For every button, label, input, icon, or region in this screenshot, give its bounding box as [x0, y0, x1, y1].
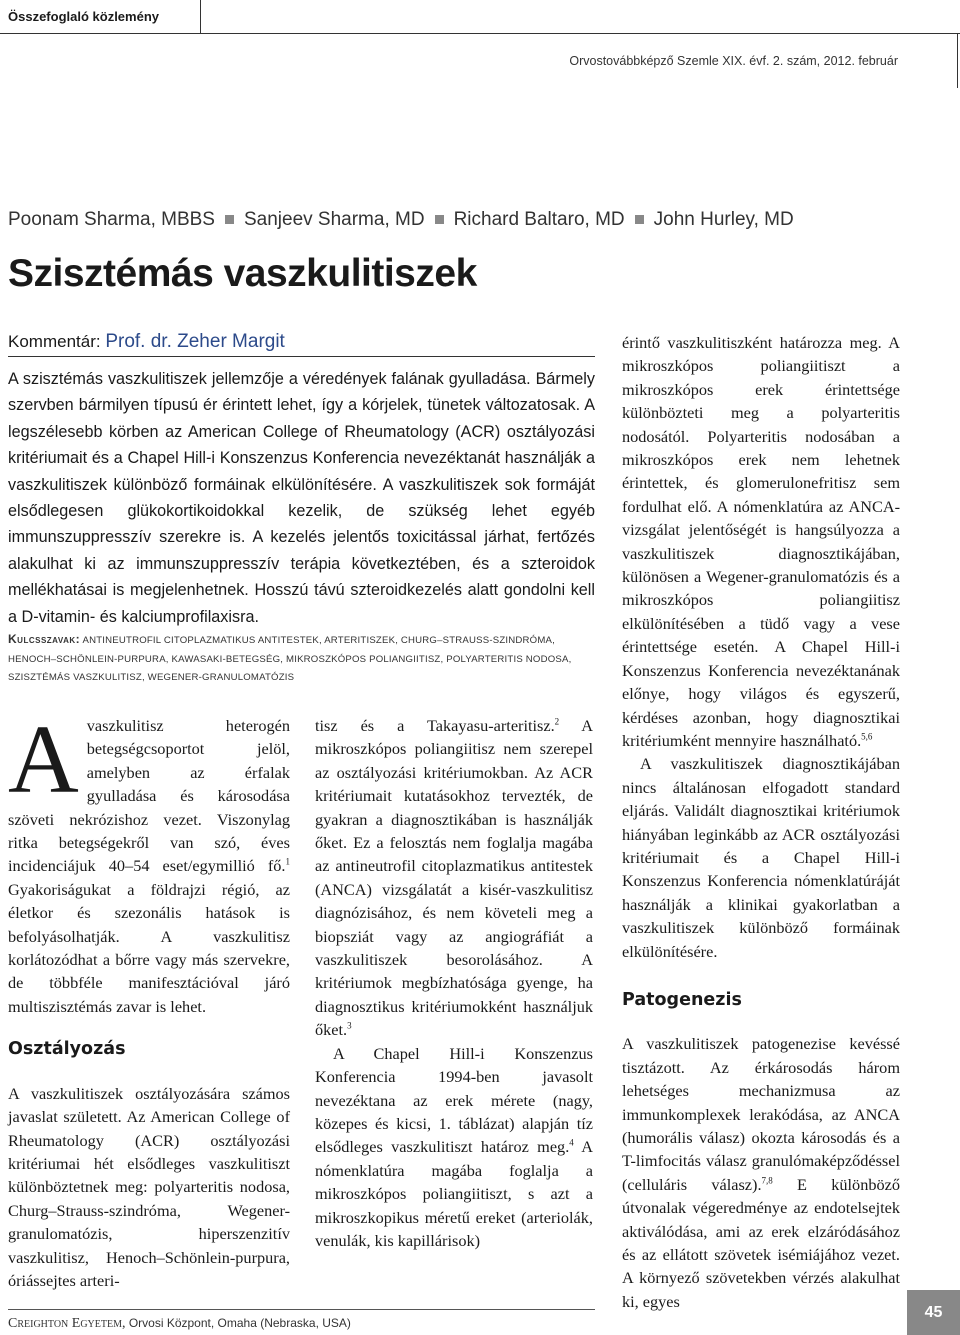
journal-citation: Orvostovábbképző Szemle XIX. évf. 2. szám, 2012. február	[569, 54, 898, 68]
keywords	[8, 630, 595, 688]
intro-text-cont: Gyakoriságukat a földrajzi régió, az életkor és szezonális hatások is befolyásolhatják. A vaszkulitisz korlátozódhat a bőrre vagy más szervekre, de többféle manifesztációval járó multiszisztémás zavar is lehet.	[8, 879, 290, 1016]
paragraph-text: érintő vaszkulitiszként határozza meg. A mikroszkópos poliangiitiszt a mikroszkópos erek érintettsége különbözteti meg a polyarteritis nodosától. Polyarteritis nodosában a mikroszkópos erek nem lehetnek érintettek, és glomerulonefritisz sem fordulhat elő. A nómenklatúra az ANCA-vizsgálat jelentőségét is hangsúlyozza a vaszkulitiszek diagnosztikájában, különösen a Wegener-granulomatózis és a mikroszkópos poliangiitisz elkülönítésében a tüdő vagy a vese érintettsége esetén. A Chapel Hill-i Konszenzus Konferencia nevezéktanának előnye, hogy világos és egyszerű, kérdéses azonban, hogy diagnosztikai kritériumként mennyire használható.	[622, 333, 900, 750]
author: Richard Baltaro, MD	[453, 209, 625, 230]
abstract-rule	[8, 356, 595, 357]
paragraph: A vaszkulitiszek osztályozására számos javaslat született. Az American College of Rheumatology (ACR) osztályozási kritériumai hét elsődleges vaszkulitiszt különböztetnek meg: polyarteritis nodosa, Churg–Strauss-szindróma, Wegener-granulomatózis, hiperszenzitív vaszkulitisz, Henoch–Schönlein-purpura, óriássejtes arteri-	[8, 1083, 290, 1290]
author: Sanjeev Sharma, MD	[243, 209, 425, 230]
reference-mark: 3	[347, 1020, 352, 1031]
paragraph-text: tisz és a Takayasu-arteritisz.	[315, 716, 555, 735]
section-heading-osztalyozas: Osztályozás	[8, 1039, 126, 1060]
column-3	[622, 331, 900, 1313]
column-2	[315, 714, 593, 1252]
paragraph-text: E különböző útvonalak végeredménye az endotelsejtek aktiválódása, ami az erek elzáródásához és az ellátott szövetek isémiájához vezet. A környező szövetekben vérzés alakulhat ki, egyes	[622, 1174, 900, 1311]
reference-mark: 2	[554, 716, 560, 727]
page-number: 45	[907, 1290, 960, 1335]
section-heading-patogenezis: Patogenezis	[622, 989, 742, 1010]
author: Poonam Sharma, MBBS	[8, 209, 215, 230]
paragraph-text: A Chapel Hill-i Konszenzus Konferencia 1994-ben javasolt nevezéktana az erek mérete (nagy, közepes és kicsi, 1. táblázat) alapján tíz elsődleges vaszkulitiszt határoz meg.	[315, 1043, 593, 1157]
column-1	[8, 706, 290, 1292]
commentary-author: Prof. dr. Zeher Margit	[105, 331, 285, 352]
keywords-label: Kulcsszavak:	[8, 632, 81, 646]
reference-mark: 5,6	[861, 731, 873, 742]
abstract: A szisztémás vaszkulitiszek jellemzője a véredények falának gyulladása. Bármely szervben bármilyen típusú ér érintett lehet, így a kórjelek, tünetek változatosak. A legszélesebb körben az American College of Rheumatology (ACR) osztályozási kritériumait és a Chapel Hill-i Konszenzus Konferencia nevezéktanát használják a vaszkulitiszek különböző formáinak elkülönítésére. A vaszkulitiszek sok formáját elsődlegesen glükokortikoidokkal kezelik, de szükség lehet egyéb immunszuppresszív szerekre is. A kezelés jelentős toxicitással járhat, fertőzés alakulhat ki az immunszuppresszív terápia következtében, és a szteroidok mellékhatásai is megjelenhetnek. Hosszú távú szteroidkezelés alatt gondolni kell a D-vitamin- és kalciumprofilaxisra.	[8, 370, 595, 626]
reference-mark: 7,8	[761, 1175, 773, 1186]
affiliation-institution: Creighton Egyetem,	[8, 1316, 126, 1331]
keywords-text: ANTINEUTROFIL CITOPLAZMATIKUS ANTITESTEK, ARTERITISZEK, CHURG–STRAUSS-SZINDRÓMA, HENOCH–SCHÖNLEIN-PURPURA, KAWASAKI-BETEGSÉG, MIKROSZKÓPOS POLIANGIITISZ, POLYARTERITIS NODOSA, SZISZTÉMÁS VASZKULITISZ, WEGENER-GRANULOMATÓZIS	[8, 635, 572, 683]
header-rule	[201, 33, 960, 34]
author: John Hurley, MD	[653, 209, 794, 230]
separator-square-icon	[635, 215, 644, 224]
drop-cap: A	[8, 706, 79, 814]
paragraph: A vaszkulitiszek diagnosztikájában nincs általánosan elfogadott standard eljárás. Validált diagnosztikai kritériumok hiányában leginkább az ACR osztályozási kritériumait és a Chapel Hill-i Konszenzus Konferencia nómenklatúráját használják a klinikai gyakorlatban a vaszkulitiszek különböző formáinak elkülönítésére.	[622, 754, 900, 961]
reference-mark: 4	[569, 1137, 574, 1148]
affiliation-location: Orvosi Központ, Omaha (Nebraska, USA)	[125, 1316, 351, 1330]
paragraph-text: A vaszkulitiszek patogenezise kevéssé tisztázott. Az érkárosodás három lehetséges mechanizmusa az immunkomplexek lerakódása, az ANCA (humorális válasz) okozta károsodás és a T-limfocitás válasz granulómaképződéssel (celluláris válasz).	[622, 1034, 900, 1194]
commentary-line	[8, 331, 285, 353]
affiliation	[8, 1316, 351, 1332]
intro-text: vaszkulitisz heterogén betegségcsoportot jelöl, amelyben az érfalak gyulladása és károsodása szöveti nekrózishoz vezet. Viszonylag ritka betegségekről van szó, éves incidenciájuk 40–54 eset/egymillió fő.	[8, 716, 290, 876]
header-vertical-rule	[957, 33, 958, 88]
paragraph-text: A mikroszkópos poliangiitisz nem szerepel az osztályozási kritériumokban. Az ACR kritériumait kutatásokhoz tervezték, de gyakran a diagnosztikában is használják őket. Ez a felosztás nem foglalja magába az antineutrofil citoplazmatikus antitestek (ANCA) vizsgálatát a kisér-vaszkulitisz diagnózisához, és nem követeli meg a biopsziát vagy az angiográfiát a vaszkulitiszek besorolásához. A kritériumok megbízhatósága gyenge, ha diagnosztikus kritériumokként használjuk őket.	[315, 716, 593, 1040]
separator-square-icon	[225, 215, 234, 224]
separator-square-icon	[435, 215, 444, 224]
commentary-label: Kommentár:	[8, 332, 101, 351]
article-title: Szisztémás vaszkulitiszek	[8, 252, 477, 295]
section-label: Összefoglaló közlemény	[0, 0, 201, 34]
reference-mark: 1	[285, 857, 290, 868]
footer-rule	[8, 1309, 595, 1310]
paragraph-text: A nómenklatúra magába foglalja a mikroszkópos poliangiitiszt, s azt a mikroszkopikus méretű ereket (arteriolák, venulák, kis kapillárisok)	[315, 1137, 593, 1250]
author-list	[8, 209, 794, 231]
